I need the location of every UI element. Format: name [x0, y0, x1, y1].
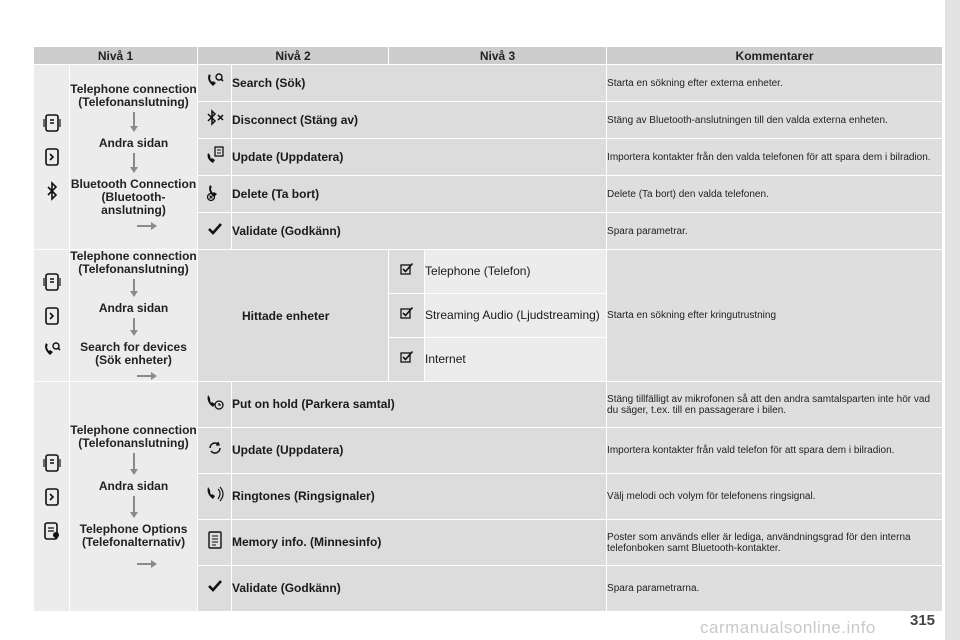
table-row [34, 65, 943, 102]
phone-menu-icon [41, 272, 63, 292]
nav-path-cell [70, 250, 198, 382]
device-icons-cell [34, 65, 70, 250]
nav-path-cell [70, 65, 198, 250]
device-icons-cell [34, 382, 70, 612]
arrow-right-icon [137, 559, 159, 569]
option-delete: Delete (Ta bort) [232, 176, 607, 213]
option-disconnect: Disconnect (Stäng av) [232, 102, 607, 139]
update-icon [206, 439, 224, 457]
validate-icon-cell [198, 213, 232, 250]
arrow-down-icon [129, 279, 139, 299]
desc-memory-info: Poster som används eller är lediga, användningsgrad för den interna telefonboken samt Bluetooth-kontakter. [607, 520, 943, 566]
nav-path-cell [70, 382, 198, 612]
arrow-down-icon [129, 318, 139, 338]
checkbox-checked-icon [400, 262, 414, 276]
checkbox-icon-cell [389, 250, 425, 294]
table-row [34, 382, 943, 428]
nav-step-bluetooth-connection: Bluetooth Connection (Bluetooth-anslutning) [70, 177, 197, 217]
table-row [34, 250, 943, 294]
level2-found-devices: Hittade enheter [198, 250, 389, 382]
telephone-options-icon [41, 521, 63, 541]
option-internet: Internet [425, 338, 607, 382]
header-level1: Nivå 1 [34, 47, 198, 65]
option-streaming-audio: Streaming Audio (Ljudstreaming) [425, 294, 607, 338]
ringtone-icon [205, 484, 225, 504]
desc-put-on-hold: Stäng tillfälligt av mikrofonen så att den andra samtalsparten inte hör vad du säger, t.ex. till en passagerare i bilen. [607, 382, 943, 428]
arrow-right-icon [137, 371, 159, 381]
settings-table [33, 46, 943, 612]
page-number: 315 [910, 612, 936, 629]
side-strip [945, 0, 960, 640]
nav-step-telephone-connection: Telephone connection (Telefonanslutning) [70, 423, 197, 450]
ringtones-icon-cell [198, 474, 232, 520]
option-validate: Validate (Godkänn) [232, 566, 607, 612]
nav-step-search-devices: Search for devices (Sök enheter) [80, 340, 187, 367]
search-icon-cell [198, 65, 232, 102]
watermark: carmanualsonline.info [700, 618, 876, 637]
phone-menu-icon [41, 113, 63, 133]
next-page-icon [41, 147, 63, 167]
put-on-hold-icon-cell [198, 382, 232, 428]
option-memory-info: Memory info. (Minnesinfo) [232, 520, 607, 566]
desc-disconnect: Stäng av Bluetooth-anslutningen till den valda externa enheten. [607, 102, 943, 139]
desc-ringtones: Välj melodi och volym för telefonens ringsignal. [607, 474, 943, 520]
arrow-down-icon [129, 112, 139, 134]
checkbox-checked-icon [400, 350, 414, 364]
desc-validate: Spara parametrarna. [607, 566, 943, 612]
desc-update: Importera kontakter från den valda telefonen för att spara dem i bilradion. [607, 139, 943, 176]
arrow-down-icon [129, 453, 139, 477]
arrow-down-icon [129, 153, 139, 175]
update-icon-cell [198, 428, 232, 474]
checkbox-icon-cell [389, 338, 425, 382]
option-search: Search (Sök) [232, 65, 607, 102]
delete-phone-icon [205, 182, 225, 202]
header-level2: Nivå 2 [198, 47, 389, 65]
nav-step-telephone-connection: Telephone connection (Telefonanslutning) [70, 82, 197, 109]
table-header-row [34, 47, 943, 65]
device-icons-cell [34, 250, 70, 382]
phone-menu-icon [41, 453, 63, 473]
nav-step-telephone-connection: Telephone connection (Telefonanslutning) [70, 249, 197, 276]
update-contacts-icon [205, 145, 225, 165]
bluetooth-disconnect-icon [205, 108, 225, 128]
put-on-hold-icon [205, 392, 225, 412]
desc-search: Starta en sökning efter externa enheter. [607, 65, 943, 102]
next-page-icon [41, 487, 63, 507]
option-validate: Validate (Godkänn) [232, 213, 607, 250]
desc-update: Importera kontakter från vald telefon för att spara dem i bilradion. [607, 428, 943, 474]
header-level3: Nivå 3 [389, 47, 607, 65]
next-page-icon [41, 306, 63, 326]
checkmark-icon [207, 221, 223, 237]
checkmark-icon [207, 578, 223, 594]
bluetooth-icon [41, 181, 63, 201]
checkbox-icon-cell [389, 294, 425, 338]
header-comments: Kommentarer [607, 47, 943, 65]
nav-step-other-page: Andra sidan [98, 479, 169, 493]
arrow-right-icon [137, 221, 159, 231]
nav-step-telephone-options: Telephone Options (Telefonalternativ) [79, 522, 188, 549]
arrow-down-icon [129, 496, 139, 520]
option-put-on-hold: Put on hold (Parkera samtal) [232, 382, 607, 428]
memory-info-icon-cell [198, 520, 232, 566]
desc-validate: Spara parametrar. [607, 213, 943, 250]
option-telephone: Telephone (Telefon) [425, 250, 607, 294]
search-phone-icon [205, 71, 225, 91]
nav-step-other-page: Andra sidan [98, 301, 169, 315]
validate-icon-cell [198, 566, 232, 612]
desc-found-devices: Starta en sökning efter kringutrustning [607, 250, 943, 382]
delete-icon-cell [198, 176, 232, 213]
disconnect-icon-cell [198, 102, 232, 139]
memory-info-icon [205, 530, 225, 550]
option-update: Update (Uppdatera) [232, 428, 607, 474]
desc-delete: Delete (Ta bort) den valda telefonen. [607, 176, 943, 213]
checkbox-checked-icon [400, 306, 414, 320]
nav-step-other-page: Andra sidan [98, 136, 169, 150]
update-icon-cell [198, 139, 232, 176]
option-update: Update (Uppdatera) [232, 139, 607, 176]
search-devices-icon [41, 340, 63, 360]
option-ringtones: Ringtones (Ringsignaler) [232, 474, 607, 520]
